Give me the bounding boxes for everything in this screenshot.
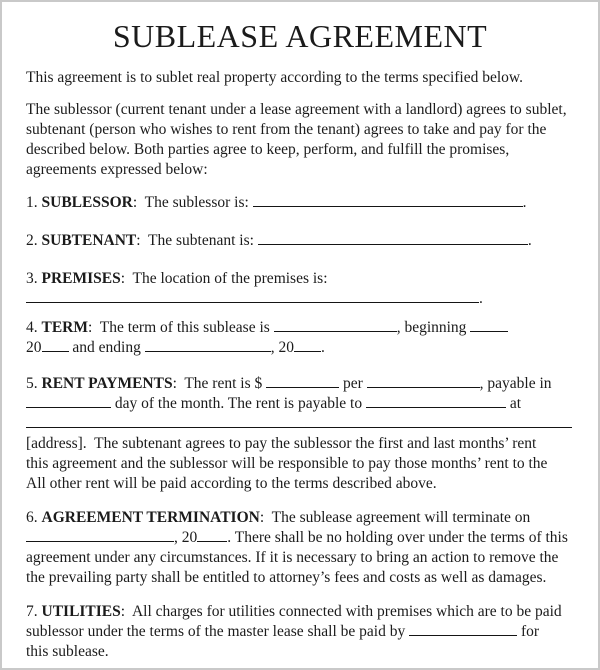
text-line: 7. UTILITIES: All charges for utilities connected with premises which are to be paid <box>26 603 562 620</box>
section-2-subtenant <box>26 231 574 251</box>
text-line: . <box>26 289 574 309</box>
document-body <box>26 68 574 662</box>
text-line: agreements expressed below: <box>26 161 208 178</box>
text-line: subtenant (person who wishes to rent from the tenant) agrees to take and pay for the <box>26 121 547 138</box>
fill-in-blank <box>294 338 321 352</box>
text-line: day of the month. The rent is payable to at <box>26 394 574 414</box>
section-4-term <box>26 318 574 358</box>
fill-in-blank <box>253 193 523 207</box>
fill-in-blank <box>470 318 508 332</box>
fill-in-blank <box>26 289 479 303</box>
text-line: 3. PREMISES: The location of the premises is: <box>26 270 328 287</box>
section-label: SUBTENANT <box>41 232 137 249</box>
fill-in-blank <box>26 528 174 542</box>
section-1-sublessor <box>26 193 574 213</box>
document-title: SUBLEASE AGREEMENT <box>112 18 488 54</box>
fill-in-blank <box>26 394 111 408</box>
text-line: 1. SUBLESSOR: The sublessor is: . <box>26 194 527 211</box>
fill-in-blank <box>266 374 339 388</box>
text-line: , 20 . There shall be no holding over under the terms of this <box>26 528 574 548</box>
fill-in-blank <box>367 374 480 388</box>
section-label: PREMISES <box>41 270 121 287</box>
text-line: This agreement is to sublet real property according to the terms specified below. <box>26 69 523 86</box>
text-line: 5. RENT PAYMENTS: The rent is $ per , payable in <box>26 375 552 392</box>
section-label: AGREEMENT TERMINATION <box>41 509 260 526</box>
text-line: 6. AGREEMENT TERMINATION: The sublease agreement will terminate on <box>26 509 531 526</box>
fill-in-blank <box>42 338 69 352</box>
fill-in-blank <box>26 414 572 428</box>
section-6-agreement-termination <box>26 508 574 588</box>
fill-in-blank <box>409 622 517 636</box>
fill-in-blank <box>274 318 397 332</box>
fill-in-blank <box>258 231 528 245</box>
preamble <box>26 100 574 180</box>
text-line: 20 and ending , 20 . <box>26 339 325 356</box>
fill-in-blank <box>197 528 227 542</box>
text-line: this sublease. <box>26 643 109 660</box>
section-3-premises <box>26 269 574 309</box>
text-line: described below. Both parties agree to keep, perform, and fulfill the promises, <box>26 141 510 158</box>
section-7-utilities <box>26 602 574 662</box>
text-line: 2. SUBTENANT: The subtenant is: . <box>26 232 532 249</box>
text-line: [address]. The subtenant agrees to pay the sublessor the first and last months’ rent <box>26 435 537 452</box>
section-label: UTILITIES <box>41 603 121 620</box>
text-line: The sublessor (current tenant under a lease agreement with a landlord) agrees to sublet, <box>26 101 567 118</box>
text-line: sublessor under the terms of the master lease shall be paid by for <box>26 623 540 640</box>
section-label: TERM <box>41 319 88 336</box>
section-5-rent-payments <box>26 374 574 494</box>
fill-in-blank <box>145 338 271 352</box>
text-line <box>26 414 574 434</box>
text-line: the prevailing party shall be entitled to attorney’s fees and costs as well as damages. <box>26 569 547 586</box>
intro <box>26 68 574 88</box>
fill-in-blank <box>366 394 506 408</box>
text-line: agreement under any circumstances. If it is necessary to bring an action to remove the <box>26 549 559 566</box>
text-line: 4. TERM: The term of this sublease is , beginning <box>26 318 574 338</box>
text-line: All other rent will be paid according to the terms described above. <box>26 475 437 492</box>
section-label: SUBLESSOR <box>41 194 133 211</box>
text-line: this agreement and the sublessor will be responsible to pay those months’ rent to the <box>26 455 548 472</box>
section-label: RENT PAYMENTS <box>41 375 173 392</box>
